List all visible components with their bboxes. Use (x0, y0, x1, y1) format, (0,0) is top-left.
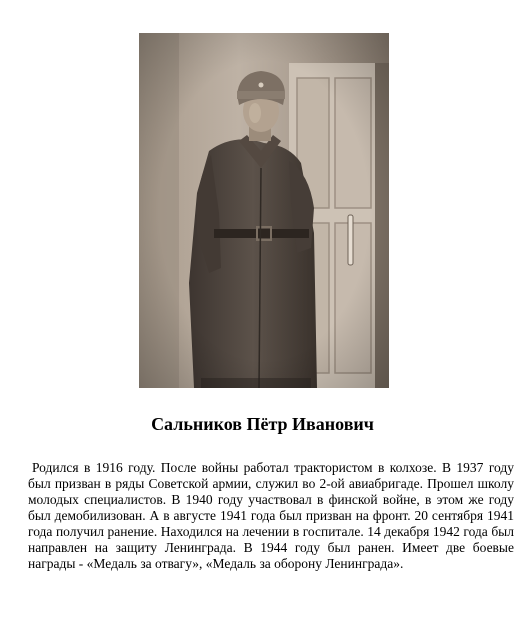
biography-paragraph: Родился в 1916 году. После войны работал трактористом в колхозе. В 1937 году был призван в ряды Советской армии, служил во 2-ой авиабригаде. Прошел школу молодых специалистов. В 1940 году участвовал в финской войне, в этом же году был демобилизован. А в августе 1941 года был призван на фронт. 20 сентября 1941 года получил ранение. Находился на лечении в госпитале. 14 декабря 1942 года был направлен на защиту Ленинграда. В 1944 году был ранен. Имеет две боевые награды - «Медаль за отвагу», «Медаль за оборону Ленинграда». (28, 460, 514, 571)
soldier-portrait-image (139, 33, 389, 388)
portrait-photo (139, 33, 389, 388)
person-name-title: Сальников Пётр Иванович (151, 414, 374, 434)
